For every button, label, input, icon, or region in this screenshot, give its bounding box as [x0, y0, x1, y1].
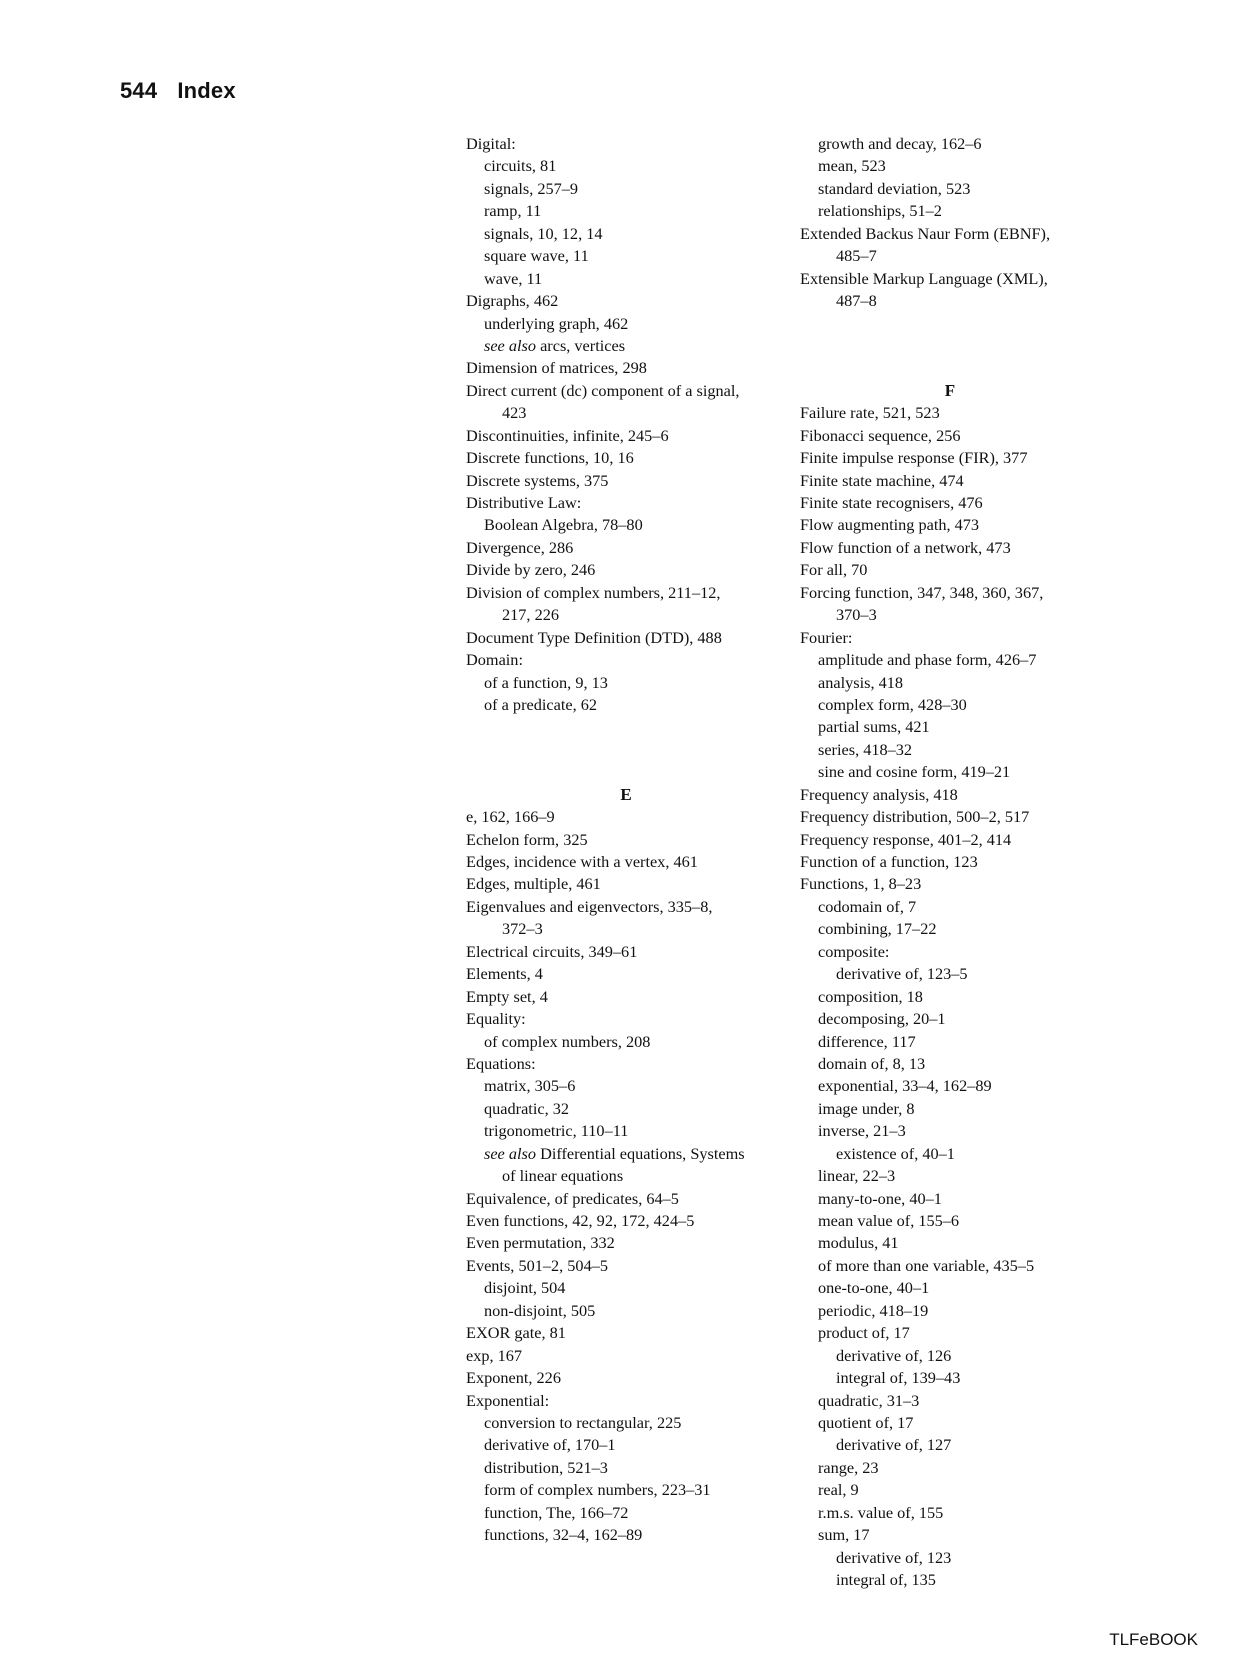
index-entry: codomain of, 7 [818, 896, 917, 916]
index-entry: of complex numbers, 208 [484, 1031, 651, 1051]
index-entry: derivative of, 123 [836, 1547, 952, 1567]
index-entry: signals, 257–9 [484, 178, 579, 198]
index-entry: Equations: [466, 1053, 536, 1073]
index-entry: Division of complex numbers, 211–12, [466, 582, 721, 602]
page-header [120, 78, 236, 104]
index-entry: Forcing function, 347, 348, 360, 367, [800, 582, 1044, 602]
index-entry: of a predicate, 62 [484, 694, 598, 714]
index-entry: wave, 11 [484, 268, 543, 288]
index-entry: Direct current (dc) component of a signal, [466, 380, 740, 400]
index-entry: Function of a function, 123 [800, 852, 978, 871]
index-entry: Events, 501–2, 504–5 [466, 1255, 608, 1275]
index-entry: periodic, 418–19 [818, 1300, 929, 1320]
index-entry: Divide by zero, 246 [466, 560, 596, 580]
index-entry: see also Differential equations, Systems [484, 1143, 745, 1163]
index-entry: Discrete functions, 10, 16 [466, 448, 634, 468]
index-entry: mean, 523 [818, 156, 886, 176]
index-entry: of more than one variable, 435–5 [818, 1255, 1035, 1275]
index-entry: non-disjoint, 505 [484, 1300, 596, 1320]
index-entry: Exponential: [466, 1390, 550, 1410]
index-entry: linear, 22–3 [818, 1166, 896, 1186]
index-entry: Frequency analysis, 418 [800, 784, 958, 804]
section-title: Index [177, 78, 236, 103]
spacer [466, 761, 786, 783]
index-entry: Edges, multiple, 461 [466, 874, 601, 894]
index-entry: form of complex numbers, 223–31 [484, 1480, 711, 1500]
index-entry: domain of, 8, 13 [818, 1053, 926, 1073]
index-entry: image under, 8 [818, 1098, 915, 1118]
index-entry: Finite impulse response (FIR), 377 [800, 448, 1028, 468]
index-entry: Digraphs, 462 [466, 291, 559, 311]
index-entry: derivative of, 127 [836, 1435, 952, 1455]
index-entry: 217, 226 [502, 605, 559, 625]
index-entry: mean value of, 155–6 [818, 1211, 960, 1230]
index-entry: Dimension of matrices, 298 [466, 358, 647, 378]
index-entry: relationships, 51–2 [818, 201, 942, 221]
index-entry: distribution, 521–3 [484, 1457, 608, 1477]
spacer [800, 335, 1100, 357]
index-entry: partial sums, 421 [818, 717, 930, 737]
index-entry: Frequency distribution, 500–2, 517 [800, 807, 1030, 827]
index-entry: inverse, 21–3 [818, 1121, 906, 1141]
index-entry: r.m.s. value of, 155 [818, 1502, 944, 1522]
index-entry: composite: [818, 941, 890, 961]
index-entry: analysis, 418 [818, 672, 904, 692]
index-entry: derivative of, 126 [836, 1345, 952, 1365]
index-entry: Frequency response, 401–2, 414 [800, 829, 1012, 849]
index-entry: disjoint, 504 [484, 1278, 566, 1298]
index-entry: square wave, 11 [484, 246, 589, 266]
index-entry: integral of, 135 [836, 1570, 936, 1589]
index-entry: exponential, 33–4, 162–89 [818, 1076, 992, 1096]
index-entry: Electrical circuits, 349–61 [466, 941, 638, 961]
index-entry: Fibonacci sequence, 256 [800, 425, 961, 445]
index-entry: Equivalence, of predicates, 64–5 [466, 1188, 679, 1208]
spacer [800, 313, 1100, 335]
index-entry: range, 23 [818, 1457, 879, 1477]
index-entry: Document Type Definition (DTD), 488 [466, 627, 722, 647]
index-entry: Extensible Markup Language (XML), [800, 268, 1048, 288]
index-entry: Finite state recognisers, 476 [800, 493, 983, 512]
index-entry: Fourier: [800, 627, 853, 647]
index-entry: of a function, 9, 13 [484, 672, 608, 692]
index-entry: one-to-one, 40–1 [818, 1278, 930, 1298]
spacer [800, 357, 1100, 379]
index-entry: existence of, 40–1 [836, 1143, 955, 1163]
index-entry: Divergence, 286 [466, 537, 574, 557]
index-entry: 423 [502, 403, 527, 423]
index-entry: conversion to rectangular, 225 [484, 1412, 682, 1432]
page-number: 544 [120, 78, 158, 103]
index-entry: sine and cosine form, 419–21 [818, 762, 1011, 782]
index-entry: EXOR gate, 81 [466, 1323, 566, 1343]
index-entry: Even permutation, 332 [466, 1233, 615, 1253]
index-entry: Flow function of a network, 473 [800, 537, 1011, 557]
index-entry: composition, 18 [818, 986, 923, 1006]
index-entry: derivative of, 123–5 [836, 964, 968, 984]
index-entry: For all, 70 [800, 560, 868, 580]
index-entry: decomposing, 20–1 [818, 1009, 946, 1029]
index-entry: Discontinuities, infinite, 245–6 [466, 425, 669, 445]
index-entry: Extended Backus Naur Form (EBNF), [800, 223, 1051, 243]
spacer [466, 739, 786, 761]
index-entry: 487–8 [836, 291, 877, 311]
index-entry: Equality: [466, 1009, 526, 1029]
index-entry: e, 162, 166–9 [466, 807, 555, 827]
index-entry: matrix, 305–6 [484, 1076, 576, 1096]
index-entry: Exponent, 226 [466, 1368, 561, 1388]
index-entry: Functions, 1, 8–23 [800, 874, 922, 894]
index-entry: quadratic, 32 [484, 1098, 569, 1118]
spacer [466, 716, 786, 738]
index-entry: amplitude and phase form, 426–7 [818, 650, 1037, 670]
index-entry: functions, 32–4, 162–89 [484, 1525, 643, 1545]
index-entry: Eigenvalues and eigenvectors, 335–8, [466, 896, 713, 916]
index-entry: Digital: [466, 134, 516, 153]
index-entry: many-to-one, 40–1 [818, 1188, 942, 1208]
index-entry: circuits, 81 [484, 156, 557, 176]
index-entry: series, 418–32 [818, 739, 913, 759]
index-entry: difference, 117 [818, 1031, 916, 1051]
index-entry: exp, 167 [466, 1345, 523, 1365]
index-entry: combining, 17–22 [818, 919, 937, 939]
section-letter: F [944, 380, 956, 400]
index-entry: Echelon form, 325 [466, 829, 588, 849]
index-entry: Discrete systems, 375 [466, 470, 609, 490]
watermark: TLFeBOOK [1109, 1630, 1198, 1649]
index-entry: Distributive Law: [466, 493, 582, 512]
index-entry: signals, 10, 12, 14 [484, 223, 603, 243]
index-entry: quotient of, 17 [818, 1412, 914, 1432]
index-entry: Failure rate, 521, 523 [800, 403, 940, 423]
index-entry: Elements, 4 [466, 964, 543, 984]
index-entry: Boolean Algebra, 78–80 [484, 515, 643, 535]
index-entry: see also arcs, vertices [484, 335, 626, 355]
index-entry: Empty set, 4 [466, 986, 548, 1006]
index-entry: trigonometric, 110–11 [484, 1121, 629, 1141]
index-entry: Flow augmenting path, 473 [800, 515, 980, 535]
index-entry: quadratic, 31–3 [818, 1390, 920, 1410]
section-letter: E [620, 784, 632, 804]
index-entry: 370–3 [836, 605, 877, 625]
index-entry: underlying graph, 462 [484, 313, 629, 333]
index-entry: ramp, 11 [484, 201, 542, 221]
index-entry: function, The, 166–72 [484, 1502, 629, 1522]
index-entry: of linear equations [502, 1166, 624, 1186]
index-entry: Even functions, 42, 92, 172, 424–5 [466, 1211, 695, 1230]
index-entry: 372–3 [502, 919, 543, 939]
index-entry: complex form, 428–30 [818, 694, 967, 714]
index-entry: integral of, 139–43 [836, 1368, 961, 1388]
index-entry: Edges, incidence with a vertex, 461 [466, 852, 698, 871]
index-entry: derivative of, 170–1 [484, 1435, 616, 1455]
index-entry: modulus, 41 [818, 1233, 899, 1253]
index-entry: sum, 17 [818, 1525, 870, 1545]
index-column-right [800, 133, 1100, 1591]
index-entry: 485–7 [836, 246, 877, 266]
index-entry: Domain: [466, 650, 523, 670]
index-entry: real, 9 [818, 1480, 859, 1500]
index-entry: growth and decay, 162–6 [818, 134, 982, 153]
index-entry: Finite state machine, 474 [800, 470, 964, 490]
index-entry: product of, 17 [818, 1323, 910, 1343]
index-entry: standard deviation, 523 [818, 178, 971, 198]
index-column-left [466, 133, 786, 1547]
